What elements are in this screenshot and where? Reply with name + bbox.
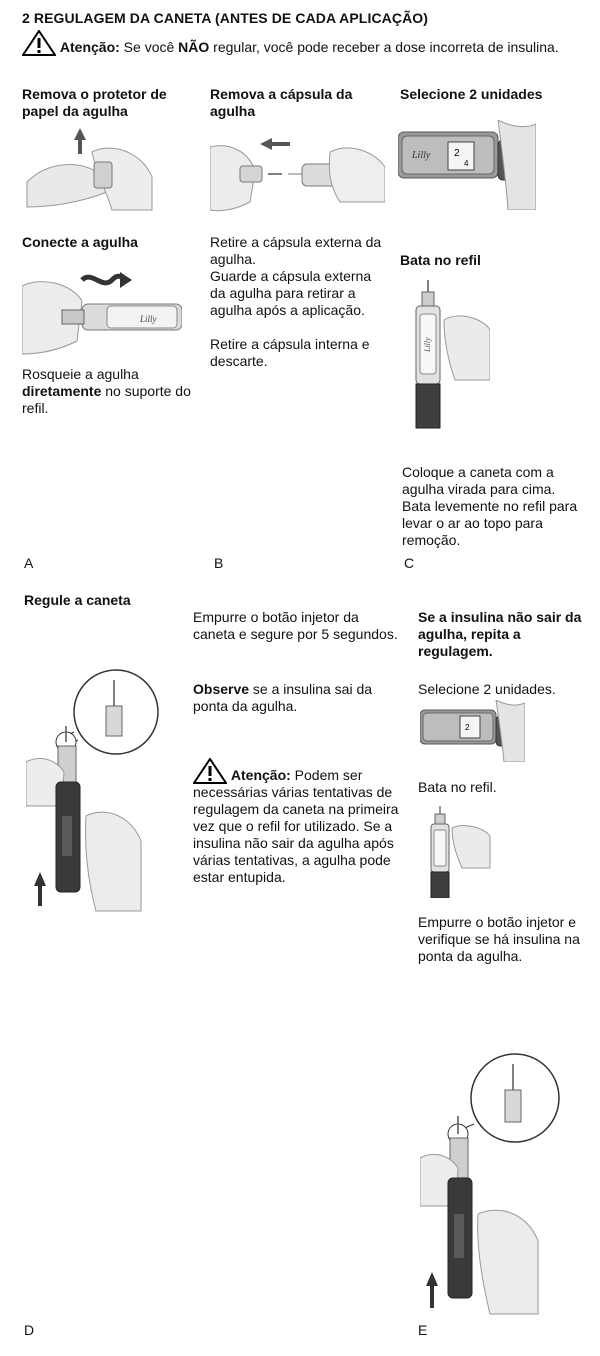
illustration-tap-cartridge [400,280,490,430]
text-remove-outer-cap [210,234,388,370]
text-push-verify: Empurre o botão injetor e verifique se há insulina na ponta da agulha. [418,914,580,964]
heading-remove-paper: Remova o protetor de papel da agulha [22,86,167,119]
warning-text-post: regular, você pode receber a dose incorreta de insulina. [209,39,559,55]
svg-text:2: 2 [454,148,460,159]
heading-connect-needle: Conecte a agulha [22,234,138,250]
pen-brand-text: Lilly [140,314,157,324]
svg-text:4: 4 [464,159,469,168]
section-title: 2 REGULAGEM DA CANETA (ANTES DE CADA APLICAÇÃO) [22,10,429,26]
text-tap-again: Bata no refil. [418,779,497,795]
warning-mid [193,758,403,886]
heading-remove-cap: Remova a cápsula da agulha [210,86,353,119]
step-label-d: D [24,1322,35,1338]
text-screw-needle [22,366,200,417]
text-observe-post: se a insulina sai da ponta da agulha. [193,681,373,714]
illustration-prime-pen [26,666,176,916]
illustration-select-units-small [420,700,525,762]
heading-repeat-priming: Se a insulina não sair da agulha, repita a regulagem. [418,609,582,659]
warning-icon [193,758,227,784]
text-remove-inner: Retire a cápsula interna e descarte. [210,336,370,369]
warning-label: Atenção: [59,39,120,55]
illustration-prime-pen-e [420,1046,570,1316]
step-label-a: A [24,555,34,571]
svg-text:2: 2 [465,723,470,732]
warning-mid-text: Podem ser necessárias várias tentativas de regulagem da caneta na primeira vez que o refil for utilizado. Se a insulina não sair da agulha após várias tentativas, a agulha pode estar entupida. [193,767,399,885]
step-label-c: C [404,555,415,571]
text-observe-strong: Observe [193,681,250,697]
warning-icon [22,30,56,56]
text-push-button: Empurre o botão injetor da caneta e segure por 5 segundos. [193,609,398,642]
pen-brand-text: Lilly [423,337,432,352]
illustration-select-units [398,120,536,210]
text-screw-strong: diretamente [22,383,102,399]
illustration-remove-paper [22,122,157,212]
warning-strong: NÃO [178,39,210,55]
warning-top [22,30,582,56]
heading-prime-pen: Regule a caneta [24,592,131,608]
illustration-remove-cap [210,132,385,212]
text-remove-outer: Retire a cápsula externa da agulha. [210,234,382,267]
text-observe [193,681,401,715]
warning-text-pre: Se você [119,39,179,55]
step-label-b: B [214,555,224,571]
text-tap-cartridge: Coloque a caneta com a agulha virada para cima. Bata levemente no refil para levar o ar ao topo para remoção. [402,464,578,548]
step-label-e: E [418,1322,428,1338]
illustration-tap-small [422,806,492,898]
pen-brand-text: Lilly [412,150,431,161]
heading-select-2-units: Selecione 2 unidades [400,86,543,102]
warning-mid-label: Atenção: [230,767,291,783]
illustration-connect-needle [22,266,182,362]
text-screw-post: no suporte do refil. [22,383,191,416]
text-select-2-units: Selecione 2 unidades. [418,681,556,697]
text-keep-outer: Guarde a cápsula externa da agulha para retirar a agulha após a aplicação. [210,268,372,318]
text-screw-pre: Rosqueie a agulha [22,366,139,382]
heading-tap-cartridge: Bata no refil [400,252,481,268]
